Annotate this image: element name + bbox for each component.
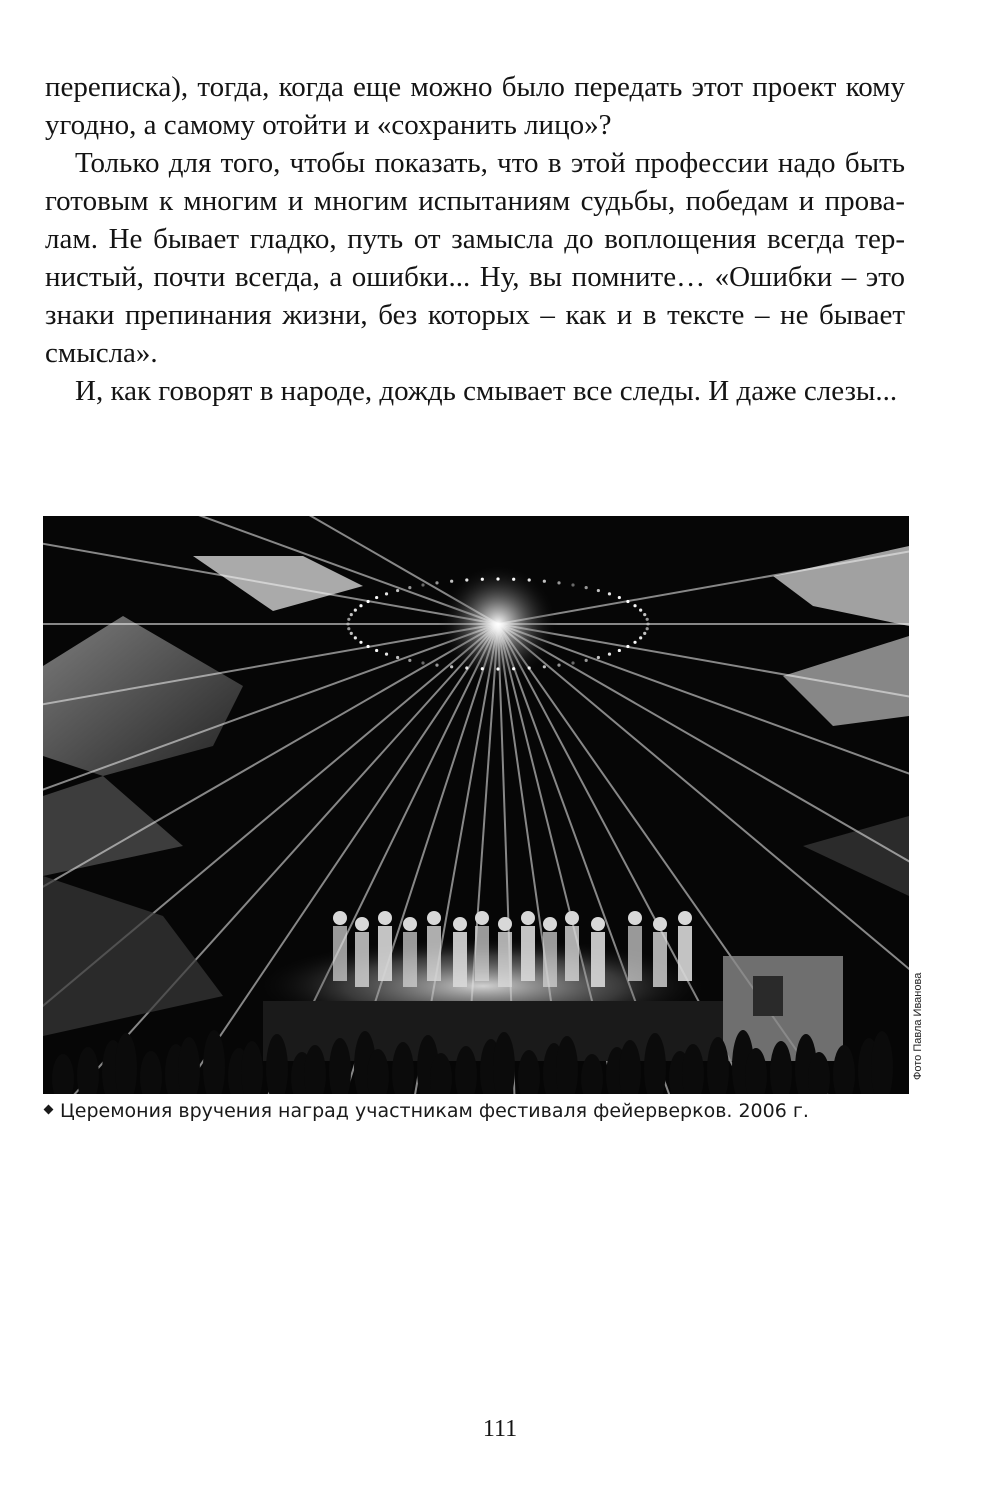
- light-dot: [408, 659, 411, 662]
- light-dot: [375, 649, 378, 652]
- light-dot: [597, 589, 600, 592]
- light-dot: [512, 667, 515, 670]
- performer-head: [403, 917, 417, 931]
- light-dot: [465, 666, 468, 669]
- performer-head: [333, 911, 347, 925]
- light-dot: [585, 586, 588, 589]
- light-dot: [435, 664, 438, 667]
- performer-head: [591, 917, 605, 931]
- light-dot: [646, 622, 649, 625]
- light-dot: [571, 583, 574, 586]
- light-dot: [481, 667, 484, 670]
- light-dot: [585, 659, 588, 662]
- performer-figure: [453, 932, 467, 987]
- light-dot: [385, 592, 388, 595]
- light-dot: [354, 608, 357, 611]
- performer-figure: [378, 926, 392, 981]
- performer-figure: [475, 926, 489, 981]
- light-dot: [639, 608, 642, 611]
- photo-caption: [45, 1100, 809, 1122]
- caption-text: Церемония вручения наград участникам фестиваля фейерверков. 2006 г.: [60, 1100, 809, 1122]
- performer-head: [565, 911, 579, 925]
- text-line: смысла».: [45, 337, 158, 369]
- performer-figure: [403, 932, 417, 987]
- light-dot: [557, 664, 560, 667]
- laser-show-illustration: [43, 516, 909, 1094]
- performer-figure: [565, 926, 579, 981]
- light-dot: [385, 653, 388, 656]
- light-dot: [528, 578, 531, 581]
- light-dot: [366, 645, 369, 648]
- light-dot: [396, 656, 399, 659]
- performer-figure: [498, 932, 512, 987]
- performer-head: [378, 911, 392, 925]
- concert-photo: [43, 516, 909, 1094]
- performer-head: [427, 911, 441, 925]
- light-dot: [496, 667, 499, 670]
- light-dot: [618, 596, 621, 599]
- performer-figure: [427, 926, 441, 981]
- text-line: нистый, почти всегда, а ошибки... Ну, вы помните… «Ошибки – это: [45, 261, 905, 293]
- text-line: угодно, а самому отойти и «сохранить лицо»?: [45, 109, 612, 141]
- light-dot: [543, 665, 546, 668]
- light-dot: [450, 665, 453, 668]
- light-dot: [571, 661, 574, 664]
- light-dot: [347, 627, 350, 630]
- light-dot: [354, 636, 357, 639]
- light-dot: [618, 649, 621, 652]
- light-dot: [465, 578, 468, 581]
- light-dot: [396, 589, 399, 592]
- light-dot: [350, 613, 353, 616]
- light-dot: [450, 580, 453, 583]
- bullet-icon: [44, 1105, 54, 1115]
- light-dot: [359, 641, 362, 644]
- light-dot: [633, 604, 636, 607]
- performer-figure: [543, 932, 557, 987]
- body-text: [45, 68, 905, 410]
- light-dot: [633, 641, 636, 644]
- light-dot: [347, 618, 350, 621]
- performer-figure: [333, 926, 347, 981]
- performer-head: [498, 917, 512, 931]
- performer-head: [678, 911, 692, 925]
- performer-head: [475, 911, 489, 925]
- performer-head: [453, 917, 467, 931]
- light-dot: [496, 577, 499, 580]
- light-dot: [597, 656, 600, 659]
- light-dot: [481, 578, 484, 581]
- light-dot: [350, 632, 353, 635]
- light-dot: [643, 632, 646, 635]
- light-dot: [346, 622, 349, 625]
- light-dot: [375, 596, 378, 599]
- performer-head: [355, 917, 369, 931]
- performer-figure: [355, 932, 369, 987]
- light-dot: [512, 578, 515, 581]
- text-line: переписка), тогда, когда еще можно было передать этот проект кому: [45, 71, 905, 103]
- light-dot: [543, 580, 546, 583]
- text-line: готовым к многим и многим испытаниям судьбы, победам и прова-: [45, 185, 905, 217]
- performer-head: [543, 917, 557, 931]
- text-line: И, как говорят в народе, дождь смывает все следы. И даже слезы...: [75, 375, 898, 407]
- performer-head: [628, 911, 642, 925]
- photo-credit: Фото Павла Иванова: [912, 972, 924, 1080]
- light-dot: [366, 600, 369, 603]
- page-number: 111: [482, 1416, 518, 1442]
- light-dot: [421, 583, 424, 586]
- light-dot: [435, 581, 438, 584]
- light-dot: [639, 636, 642, 639]
- performer-figure: [653, 932, 667, 987]
- light-dot: [643, 613, 646, 616]
- light-dot: [408, 586, 411, 589]
- light-dot: [359, 604, 362, 607]
- performer-figure: [678, 926, 692, 981]
- light-dot: [646, 627, 649, 630]
- performer-head: [653, 917, 667, 931]
- text-line: Только для того, чтобы показать, что в этой профессии надо быть: [75, 147, 905, 179]
- light-dot: [608, 592, 611, 595]
- light-dot: [626, 600, 629, 603]
- light-dot: [421, 661, 424, 664]
- performer-figure: [591, 932, 605, 987]
- performer-figure: [628, 926, 642, 981]
- performer-head: [521, 911, 535, 925]
- light-dot: [557, 581, 560, 584]
- light-dot: [646, 618, 649, 621]
- performer-figure: [521, 926, 535, 981]
- light-dot: [608, 653, 611, 656]
- light-dot: [626, 645, 629, 648]
- light-dot: [528, 666, 531, 669]
- text-line: знаки препинания жизни, без которых – как и в тексте – не бывает: [45, 299, 905, 331]
- text-line: лам. Не бывает гладко, путь от замысла до воплощения всегда тер-: [45, 223, 905, 255]
